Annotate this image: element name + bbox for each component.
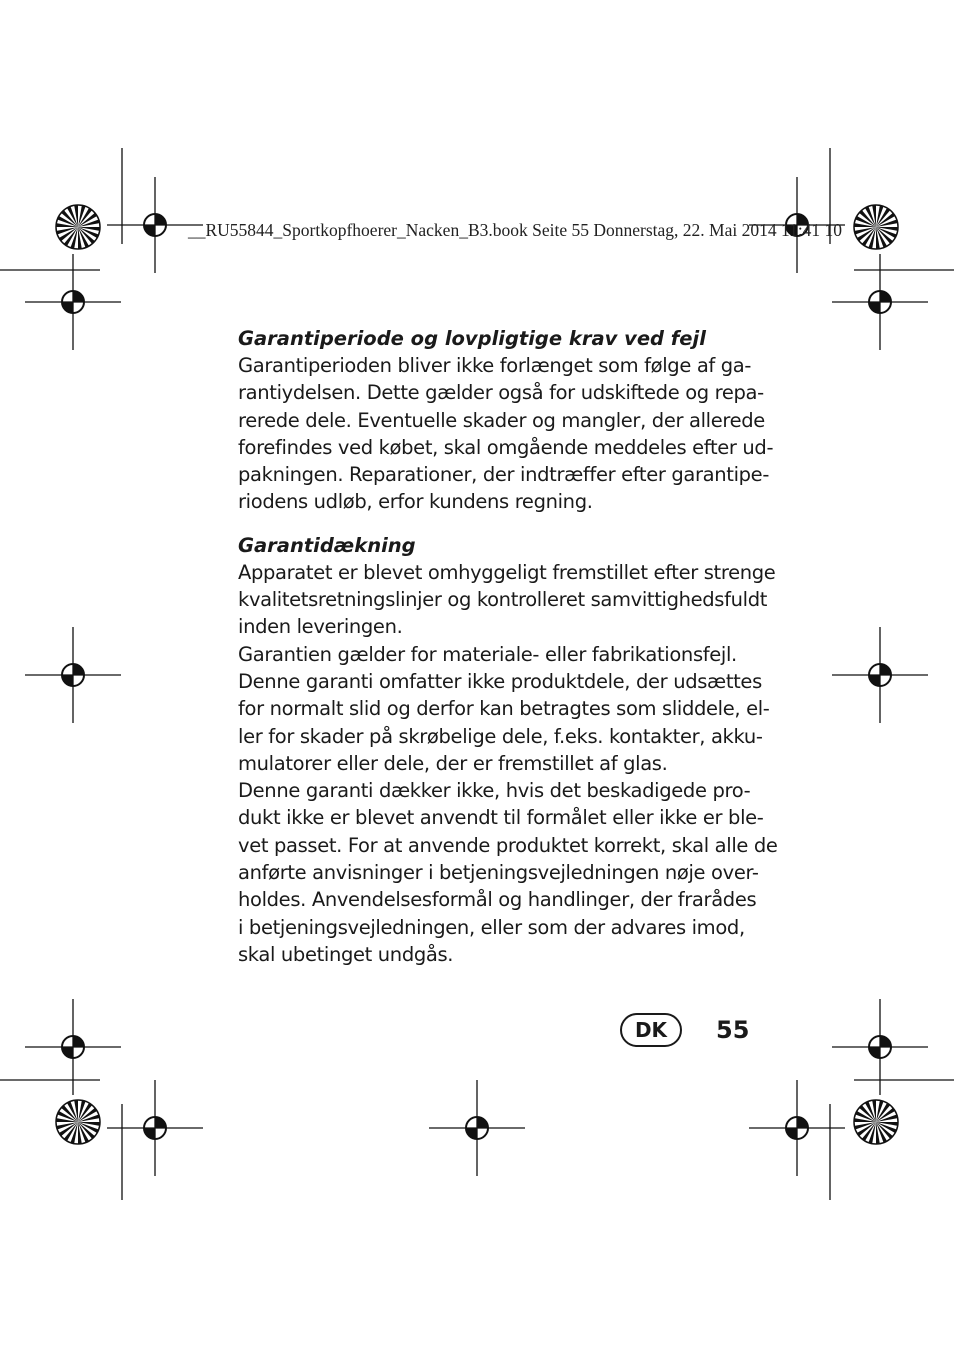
registration-starburst [854, 205, 898, 249]
registration-target [832, 627, 928, 723]
section-heading: Garantiperiode og lovpligtige krav ved fejl [238, 327, 706, 350]
body-line: Apparatet er blevet omhyggeligt fremstillet efter strenge [238, 560, 776, 584]
registration-target [25, 627, 121, 723]
document-body [238, 325, 778, 968]
language-badge: DK [620, 1013, 682, 1047]
body-line: vet passet. For at anvende produktet korrekt, skal alle de [238, 833, 778, 857]
body-line: Garantien gælder for materiale- eller fabrikationsfejl. [238, 642, 737, 666]
body-line: skal ubetinget undgås. [238, 942, 454, 966]
registration-target [429, 1080, 525, 1176]
body-line: Garantiperioden bliver ikke forlænget som følge af ga- [238, 354, 752, 377]
section-warranty-coverage [238, 532, 778, 968]
registration-target [832, 254, 928, 350]
body-line: rantiydelsen. Dette gælder også for udskiftede og repa- [238, 381, 764, 405]
body-line: pakningen. Reparationer, der indtræffer efter garantipe- [238, 463, 770, 487]
registration-starburst [56, 205, 100, 249]
body-line: dukt ikke er blevet anvendt til formålet eller ikke er ble- [238, 806, 764, 830]
body-line: i betjeningsvejledningen, eller som der advares imod, [238, 915, 745, 939]
registration-starburst [56, 1100, 100, 1144]
body-line: for normalt slid og derfor kan betragtes som sliddele, el- [238, 697, 770, 721]
body-line: Denne garanti omfatter ikke produktdele, der udsættes [238, 669, 762, 693]
body-line: mulatorer eller dele, der er fremstillet af glas. [238, 751, 668, 775]
body-line: riodens udløb, erfor kundens regning. [238, 490, 593, 514]
section-heading: Garantidækning [238, 533, 416, 557]
body-line: rerede dele. Eventuelle skader og mangler, der allerede [238, 408, 765, 432]
registration-starburst [854, 1100, 898, 1144]
page-number: 55 [716, 1016, 750, 1044]
body-line: kvalitetsretningslinjer og kontrolleret samvittighedsfuldt [238, 588, 768, 612]
page-footer [620, 1013, 749, 1047]
print-slug-line: __RU55844_Sportkopfhoerer_Nacken_B3.book Seite 55 Donnerstag, 22. Mai 2014 11:41 10 [188, 220, 843, 240]
registration-target [25, 254, 121, 350]
body-line: anførte anvisninger i betjeningsvejledningen nøje over- [238, 861, 759, 885]
body-line: ler for skader på skrøbelige dele, f.eks. kontakter, akku- [238, 724, 763, 748]
body-line: Denne garanti dækker ikke, hvis det beskadigede pro- [238, 779, 751, 803]
section-warranty-period [238, 325, 774, 516]
body-line: inden leveringen. [238, 615, 403, 639]
body-line: forefindes ved købet, skal omgående meddeles efter ud- [238, 435, 774, 459]
body-line: holdes. Anvendelsesformål og handlinger, der frarådes [238, 888, 757, 912]
